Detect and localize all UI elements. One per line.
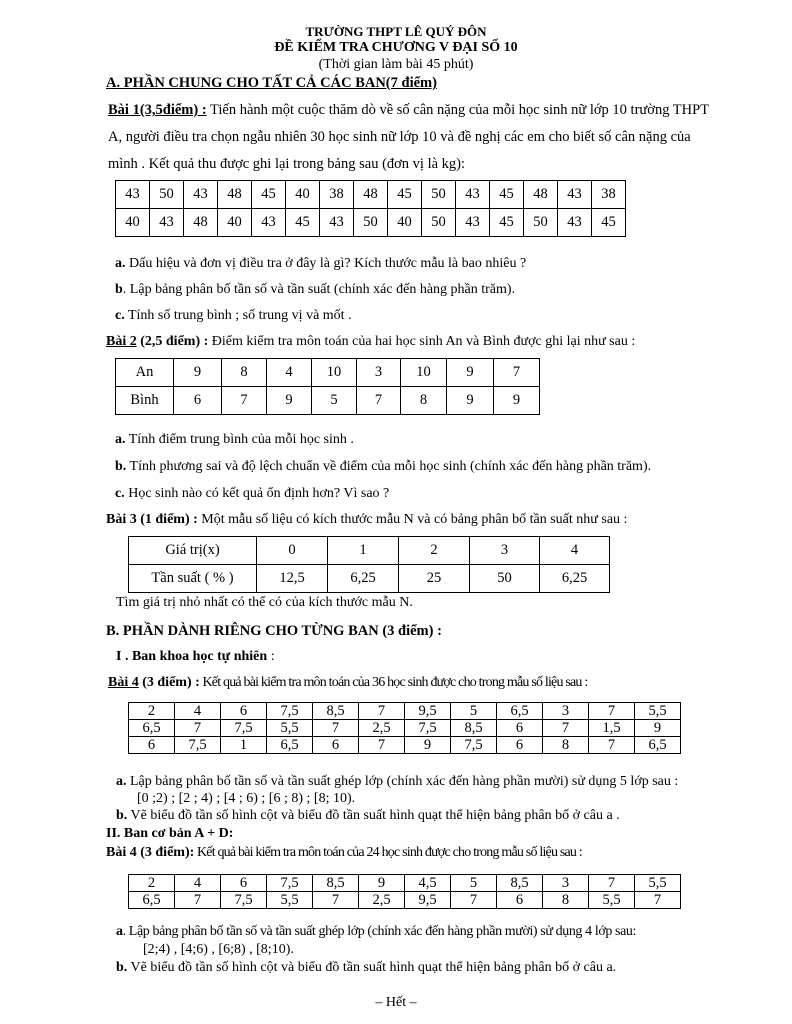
bai2-question-a xyxy=(115,432,354,448)
table-cell: 1 xyxy=(328,537,399,565)
table-cell: 43 xyxy=(116,181,150,209)
table-row xyxy=(116,181,626,209)
table-cell: 3 xyxy=(543,875,589,892)
table-cell: 7,5 xyxy=(451,737,497,754)
table-cell: 7 xyxy=(359,737,405,754)
table-cell: 8 xyxy=(543,892,589,909)
table-cell: 2,5 xyxy=(359,720,405,737)
ban1-table xyxy=(128,702,681,754)
table-row xyxy=(116,359,540,387)
question-text: . Lập bảng phân bố tần số và tần suất (chính xác đến hàng phần trăm). xyxy=(122,282,516,297)
question-text: Vẽ biểu đồ tần số hình cột và biểu đồ tần suất hình quạt thể hiện bảng phân bố ở câu a. xyxy=(127,960,617,975)
question-text: Tính phương sai và độ lệch chuẩn về điểm của mỗi học sinh (chính xác đến hàng phần trăm). xyxy=(126,459,652,474)
bai2-question-c xyxy=(115,486,389,502)
bai1-table xyxy=(115,180,626,237)
table-cell: 43 xyxy=(252,209,286,237)
section-a-heading: A. PHẦN CHUNG CHO TẤT CẢ CÁC BAN(7 điểm) xyxy=(106,75,437,91)
table-cell: 7 xyxy=(543,720,589,737)
question-label: a. xyxy=(115,432,126,447)
table-cell: 48 xyxy=(184,209,218,237)
question-text: . Lập bảng phân bố tần số và tần suất ghép lớp (chính xác đến hàng phần mười) sử dụng 4 lớp sau: xyxy=(122,924,636,939)
table-cell: 5 xyxy=(451,875,497,892)
table-cell: 7 xyxy=(313,892,359,909)
table-cell: 38 xyxy=(592,181,626,209)
table-cell: Giá trị(x) xyxy=(129,537,257,565)
table-cell: 6 xyxy=(497,720,543,737)
table-cell: 2 xyxy=(399,537,470,565)
table-cell: 38 xyxy=(320,181,354,209)
table-cell: 2 xyxy=(129,703,175,720)
table-cell: 6,25 xyxy=(540,565,610,593)
table-row xyxy=(129,565,610,593)
table-cell: 25 xyxy=(399,565,470,593)
ban1-bai4-line xyxy=(108,675,587,691)
table-cell: 4 xyxy=(540,537,610,565)
bai2-points: (2,5 điểm) : xyxy=(136,334,209,349)
table-cell: 12,5 xyxy=(257,565,328,593)
bai3-table xyxy=(128,536,610,593)
question-text: Dấu hiệu và đơn vị điều tra ở đây là gì? Kích thước mẫu là bao nhiêu ? xyxy=(125,256,527,271)
table-cell: 7,5 xyxy=(175,737,221,754)
table-cell: 50 xyxy=(524,209,558,237)
table-cell: 7 xyxy=(175,720,221,737)
ban1-question-a xyxy=(116,774,678,790)
question-label: b. xyxy=(116,960,128,975)
bai2-label: Bài 2 xyxy=(106,334,137,349)
table-cell: 6 xyxy=(313,737,359,754)
table-cell: 2,5 xyxy=(359,892,405,909)
table-cell: 45 xyxy=(388,181,422,209)
table-cell: 48 xyxy=(354,181,388,209)
exam-time: (Thời gian làm bài 45 phút) xyxy=(318,57,474,72)
table-cell: 5 xyxy=(312,387,357,415)
bai3-line xyxy=(106,512,627,528)
question-label: a. xyxy=(115,256,126,271)
table-row xyxy=(129,720,681,737)
table-cell: 3 xyxy=(543,703,589,720)
ban2-table xyxy=(128,874,681,909)
table-cell: 45 xyxy=(286,209,320,237)
table-cell: 48 xyxy=(218,181,252,209)
table-cell: 6,25 xyxy=(328,565,399,593)
table-row xyxy=(116,209,626,237)
table-cell: 4 xyxy=(175,703,221,720)
question-text: Vẽ biểu đồ tần số hình cột và biểu đồ tần suất hình quạt thể hiện bảng phân bố ở câu a . xyxy=(127,808,620,823)
table-cell: 9 xyxy=(447,359,494,387)
school-name: TRƯỜNG THPT LÊ QUÝ ĐÔN xyxy=(305,24,487,39)
ban1-bai4-label: Bài 4 xyxy=(108,675,139,690)
table-cell: 5,5 xyxy=(267,720,313,737)
table-cell: 6 xyxy=(221,875,267,892)
table-cell: 0 xyxy=(257,537,328,565)
table-cell: 7,5 xyxy=(221,720,267,737)
question-label: c. xyxy=(115,308,125,323)
table-cell: 6,5 xyxy=(267,737,313,754)
table-cell: 7 xyxy=(589,703,635,720)
table-row xyxy=(129,892,681,909)
table-cell: 43 xyxy=(558,209,592,237)
ban2-bai4-label: Bài 4 (3 điểm): xyxy=(106,845,195,860)
table-row xyxy=(129,737,681,754)
table-cell: 6,5 xyxy=(129,892,175,909)
table-cell: 50 xyxy=(422,181,456,209)
table-row xyxy=(129,537,610,565)
table-cell: 4,5 xyxy=(405,875,451,892)
table-cell: 7,5 xyxy=(267,703,313,720)
table-cell: 40 xyxy=(388,209,422,237)
question-label: b xyxy=(115,282,123,297)
table-cell: An xyxy=(116,359,174,387)
ban1-question-b xyxy=(116,808,620,824)
ban2-question-b xyxy=(116,960,616,976)
table-cell: 7,5 xyxy=(221,892,267,909)
table-cell: 43 xyxy=(456,209,490,237)
table-cell: 3 xyxy=(470,537,540,565)
table-cell: 43 xyxy=(456,181,490,209)
table-row xyxy=(116,387,540,415)
table-cell: 50 xyxy=(150,181,184,209)
question-label: a xyxy=(116,924,123,939)
question-label: b. xyxy=(116,808,128,823)
ban1-bai4-text: Kết quả bài kiểm tra môn toán của 36 học sinh được cho trong mẫu số liệu sau : xyxy=(199,675,588,690)
table-cell: 6 xyxy=(497,737,543,754)
table-cell: 2 xyxy=(129,875,175,892)
table-cell: 6 xyxy=(221,703,267,720)
question-text: Tính điểm trung bình của mỗi học sinh . xyxy=(125,432,354,447)
bai1-question-b xyxy=(115,282,515,298)
bai3-label: Bài 3 (1 điểm) : xyxy=(106,512,198,527)
table-cell: 43 xyxy=(558,181,592,209)
table-cell: 45 xyxy=(252,181,286,209)
table-cell: 7 xyxy=(494,359,540,387)
table-cell: Tần suất ( % ) xyxy=(129,565,257,593)
question-text: Lập bảng phân bố tần số và tần suất ghép lớp (chính xác đến hàng phần mười) sử dụng 5 lớp sau : xyxy=(126,774,679,789)
table-cell: 4 xyxy=(175,875,221,892)
bai1-question-c xyxy=(115,308,352,324)
ban2-heading: II. Ban cơ bản A + D: xyxy=(106,826,234,841)
question-label: b. xyxy=(115,459,127,474)
table-cell: 43 xyxy=(150,209,184,237)
table-row xyxy=(129,703,681,720)
bai1-line1 xyxy=(108,102,709,119)
ban1-bai4-points: (3 điểm) : xyxy=(138,675,200,690)
end-marker: – Hết – xyxy=(375,995,417,1010)
table-cell: 9 xyxy=(267,387,312,415)
bai3-question: Tìm giá trị nhỏ nhất có thể có của kích thước mẫu N. xyxy=(116,595,413,610)
table-cell: 7 xyxy=(635,892,681,909)
bai2-question-b xyxy=(115,459,651,475)
ban1-heading-text: . Ban khoa học tự nhiên xyxy=(121,649,268,664)
table-cell: 43 xyxy=(320,209,354,237)
bai1-label: Bài 1(3,5điểm) : xyxy=(108,102,207,118)
question-label: a. xyxy=(116,774,127,789)
table-cell: 5,5 xyxy=(635,703,681,720)
table-cell: 50 xyxy=(354,209,388,237)
table-cell: 40 xyxy=(116,209,150,237)
bai2-line xyxy=(106,334,635,350)
bai2-table xyxy=(115,358,540,415)
table-cell: 7 xyxy=(589,875,635,892)
table-cell: 7,5 xyxy=(405,720,451,737)
table-cell: 6 xyxy=(497,892,543,909)
table-cell: 7,5 xyxy=(267,875,313,892)
table-cell: 8,5 xyxy=(313,703,359,720)
table-cell: 10 xyxy=(401,359,447,387)
bai1-question-a xyxy=(115,256,526,272)
table-cell: 5 xyxy=(451,703,497,720)
table-cell: 8,5 xyxy=(451,720,497,737)
table-cell: 9,5 xyxy=(405,703,451,720)
table-cell: 5,5 xyxy=(635,875,681,892)
bai1-line3: mình . Kết quả thu được ghi lại trong bảng sau (đơn vị là kg): xyxy=(108,156,466,172)
table-cell: 3 xyxy=(357,359,401,387)
ban1-question-a-classes: [0 ;2) ; [2 ; 4) ; [4 ; 6) ; [6 ; 8) ; [8; 10). xyxy=(137,791,356,806)
table-cell: 45 xyxy=(490,181,524,209)
bai1-line2: A, người điều tra chọn ngẫu nhiên 30 học sinh nữ lớp 10 và đề nghị các em cho biết số cân nặng của xyxy=(108,129,691,145)
table-cell: 7 xyxy=(357,387,401,415)
table-cell: 9 xyxy=(494,387,540,415)
table-cell: 4 xyxy=(267,359,312,387)
table-cell: 43 xyxy=(184,181,218,209)
question-label: c. xyxy=(115,486,125,501)
ban1-heading-tail: : xyxy=(267,649,275,664)
table-cell: 48 xyxy=(524,181,558,209)
table-cell: 50 xyxy=(422,209,456,237)
ban2-bai4-text: Kết quả bài kiểm tra môn toán của 24 học sinh được cho trong mẫu số liệu sau : xyxy=(194,845,582,860)
table-cell: 1,5 xyxy=(589,720,635,737)
table-cell: 50 xyxy=(470,565,540,593)
table-cell: 6,5 xyxy=(635,737,681,754)
question-text: Tính số trung bình ; số trung vị và mốt . xyxy=(124,308,352,323)
table-cell: 8,5 xyxy=(313,875,359,892)
ban2-question-a-classes: [2;4) , [4;6) , [6;8) , [8;10). xyxy=(143,942,294,957)
ban2-bai4-line xyxy=(106,845,582,861)
table-cell: 5,5 xyxy=(267,892,313,909)
table-cell: 40 xyxy=(218,209,252,237)
table-cell: 40 xyxy=(286,181,320,209)
bai1-text1: Tiến hành một cuộc thăm dò về số cân nặng của mỗi học sinh nữ lớp 10 trường THPT xyxy=(206,102,710,118)
table-cell: 10 xyxy=(312,359,357,387)
table-cell: 8 xyxy=(222,359,267,387)
ban1-heading-label: I xyxy=(116,649,122,664)
table-cell: 8 xyxy=(401,387,447,415)
bai2-text: Điểm kiểm tra môn toán của hai học sinh An và Bình được ghi lại như sau : xyxy=(208,334,636,349)
table-cell: 7 xyxy=(313,720,359,737)
table-row xyxy=(129,875,681,892)
table-cell: 6,5 xyxy=(129,720,175,737)
table-cell: 9,5 xyxy=(405,892,451,909)
table-cell: 7 xyxy=(359,703,405,720)
table-cell: 8 xyxy=(543,737,589,754)
ban1-heading xyxy=(116,649,275,665)
bai3-text: Một mẫu số liệu có kích thước mẫu N và có bảng phân bố tần suất như sau : xyxy=(197,512,628,527)
table-cell: 7 xyxy=(589,737,635,754)
table-cell: 6 xyxy=(129,737,175,754)
ban2-question-a xyxy=(116,924,636,940)
table-cell: 7 xyxy=(451,892,497,909)
table-cell: 9 xyxy=(174,359,222,387)
table-cell: 7 xyxy=(175,892,221,909)
table-cell: Bình xyxy=(116,387,174,415)
table-cell: 8,5 xyxy=(497,875,543,892)
question-text: Học sinh nào có kết quả ổn định hơn? Vì sao ? xyxy=(124,486,390,501)
table-cell: 7 xyxy=(222,387,267,415)
table-cell: 45 xyxy=(592,209,626,237)
table-cell: 6 xyxy=(174,387,222,415)
exam-title: ĐỀ KIỂM TRA CHƯƠNG V ĐẠI SỐ 10 xyxy=(274,40,518,55)
section-b-heading: B. PHẦN DÀNH RIÊNG CHO TỪNG BAN (3 điểm) : xyxy=(106,623,442,639)
table-cell: 5,5 xyxy=(589,892,635,909)
table-cell: 1 xyxy=(221,737,267,754)
table-cell: 9 xyxy=(635,720,681,737)
table-cell: 9 xyxy=(405,737,451,754)
table-cell: 6,5 xyxy=(497,703,543,720)
table-cell: 45 xyxy=(490,209,524,237)
table-cell: 9 xyxy=(447,387,494,415)
table-cell: 9 xyxy=(359,875,405,892)
